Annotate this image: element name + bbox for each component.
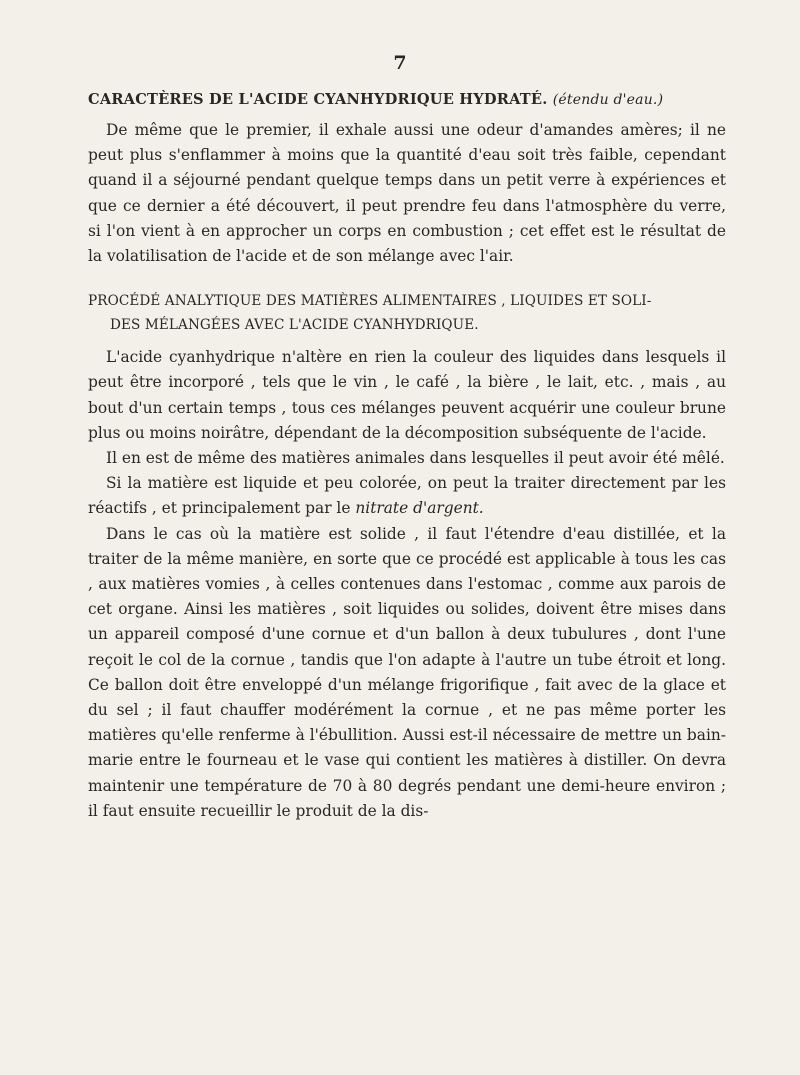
section-heading-line2: DES MÉLANGÉES AVEC L'ACIDE CYANHYDRIQUE.: [110, 317, 479, 334]
page-number: 7: [393, 52, 407, 74]
paragraph-2: Il en est de même des matières animales dans lesquelles il peut avoir été mêlé.: [106, 449, 725, 468]
section-heading: [88, 289, 726, 337]
paragraph-4: Dans le cas où la matière est solide , il faut l'étendre d'eau distillée, et la traiter de la même manière, en sorte que ce procédé est applicable à tous les cas , aux matières vomies , à celles contenues dans l'estomac , comme aux parois de cet organe. Ainsi les matières , soit liquides ou solides, doivent être mises dans un appareil composé d'une cornue et d'un ballon à deux tubulures , dont l'une reçoit le col de la cornue , tandis que l'on adapte à l'autre un tube étroit et long. Ce ballon doit être enveloppé d'un mélange frigorifique , fait avec de la glace et du sel ; il faut chauffer modérément la cornue , et ne pas même porter les matières qu'elle renferme à l'ébullition. Aussi est-il nécessaire de mettre un bain-marie entre le fourneau et le vase qui contient les matières à distiller. On devra maintenir une température de 70 à 80 degrés pendant une demi-heure environ ; il faut ensuite recueillir le produit de la dis-: [88, 524, 726, 820]
intro-paragraph: De même que le premier, il exhale aussi une odeur d'amandes amères; il ne peut plus s'enflammer à moins que la quantité d'eau soit très faible, cependant quand il a séjourné pendant quelque temps dans un petit verre à expériences et que ce dernier a été découvert, il peut prendre feu dans l'atmosphère du verre, si l'on vient à en approcher un corps en combustion ; cet effet est le résultat de la volatilisation de l'acide et de son mélange avec l'air.: [88, 121, 726, 266]
paragraph-3-italic: nitrate d'argent.: [355, 499, 484, 518]
paragraph-3-text: Si la matière est liquide et peu colorée, on peut la traiter directement par les réactifs , et principalement par le: [88, 474, 726, 518]
running-header-caps: CARACTÈRES DE L'ACIDE CYANHYDRIQUE HYDRATÉ.: [88, 91, 548, 108]
running-header: [88, 88, 726, 112]
paragraph-3: [88, 471, 726, 521]
section-heading-line1: PROCÉDÉ ANALYTIQUE DES MATIÈRES ALIMENTAIRES , LIQUIDES ET SOLI-: [88, 293, 652, 310]
running-header-italic: (étendu d'eau.): [552, 92, 664, 108]
paragraph-1: L'acide cyanhydrique n'altère en rien la couleur des liquides dans lesquels il peut être incorporé , tels que le vin , le café , la bière , le lait, etc. , mais , au bout d'un certain temps , tous ces mélanges peuvent acquérir une couleur brune plus ou moins noirâtre, dépendant de la décomposition subséquente de l'acide.: [88, 348, 726, 442]
text-column: [88, 88, 726, 824]
